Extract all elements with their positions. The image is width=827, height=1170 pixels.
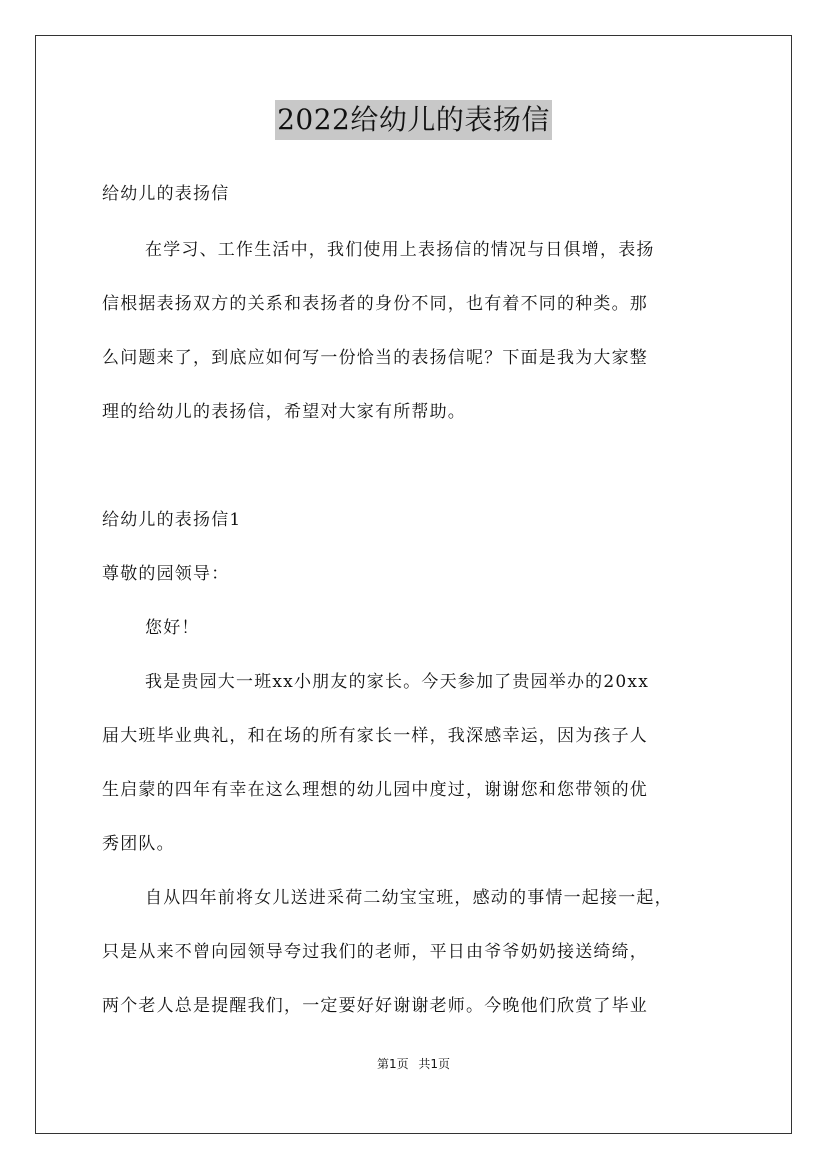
letter-heading: 给幼儿的表扬信1 bbox=[102, 510, 242, 530]
salutation: 尊敬的园领导： bbox=[102, 564, 230, 584]
page-number: 第1页 bbox=[376, 1057, 409, 1071]
subtitle: 给幼儿的表扬信 bbox=[102, 184, 230, 204]
intro-line-4: 理的给幼儿的表扬信，希望对大家有所帮助。 bbox=[102, 402, 466, 422]
para2-line-1: 自从四年前将女儿送进采荷二幼宝宝班，感动的事情一起接一起， bbox=[145, 888, 673, 908]
para1-line-3: 生启蒙的四年有幸在这么理想的幼儿园中度过，谢谢您和您带领的优 bbox=[102, 780, 648, 800]
intro-line-1: 在学习、工作生活中，我们使用上表扬信的情况与日俱增，表扬 bbox=[145, 240, 655, 260]
document-title: 2022给幼儿的表扬信 bbox=[275, 100, 552, 140]
para1-line-1: 我是贵园大一班xx小朋友的家长。今天参加了贵园举办的20xx bbox=[145, 672, 649, 692]
para2-line-2: 只是从来不曾向园领导夸过我们的老师，平日由爷爷奶奶接送绮绮， bbox=[102, 942, 648, 962]
intro-line-3: 么问题来了，到底应如何写一份恰当的表扬信呢？下面是我为大家整 bbox=[102, 348, 648, 368]
para1-line-4: 秀团队。 bbox=[102, 834, 175, 854]
intro-line-2: 信根据表扬双方的关系和表扬者的身份不同，也有着不同的种类。那 bbox=[102, 294, 648, 314]
para1-line-2: 届大班毕业典礼，和在场的所有家长一样，我深感幸运，因为孩子人 bbox=[102, 726, 648, 746]
page-total: 共1页 bbox=[418, 1057, 451, 1071]
title-container bbox=[0, 100, 827, 140]
page-footer bbox=[0, 1056, 827, 1072]
para2-line-3: 两个老人总是提醒我们，一定要好好谢谢老师。今晚他们欣赏了毕业 bbox=[102, 996, 648, 1016]
greeting: 您好！ bbox=[145, 618, 200, 638]
